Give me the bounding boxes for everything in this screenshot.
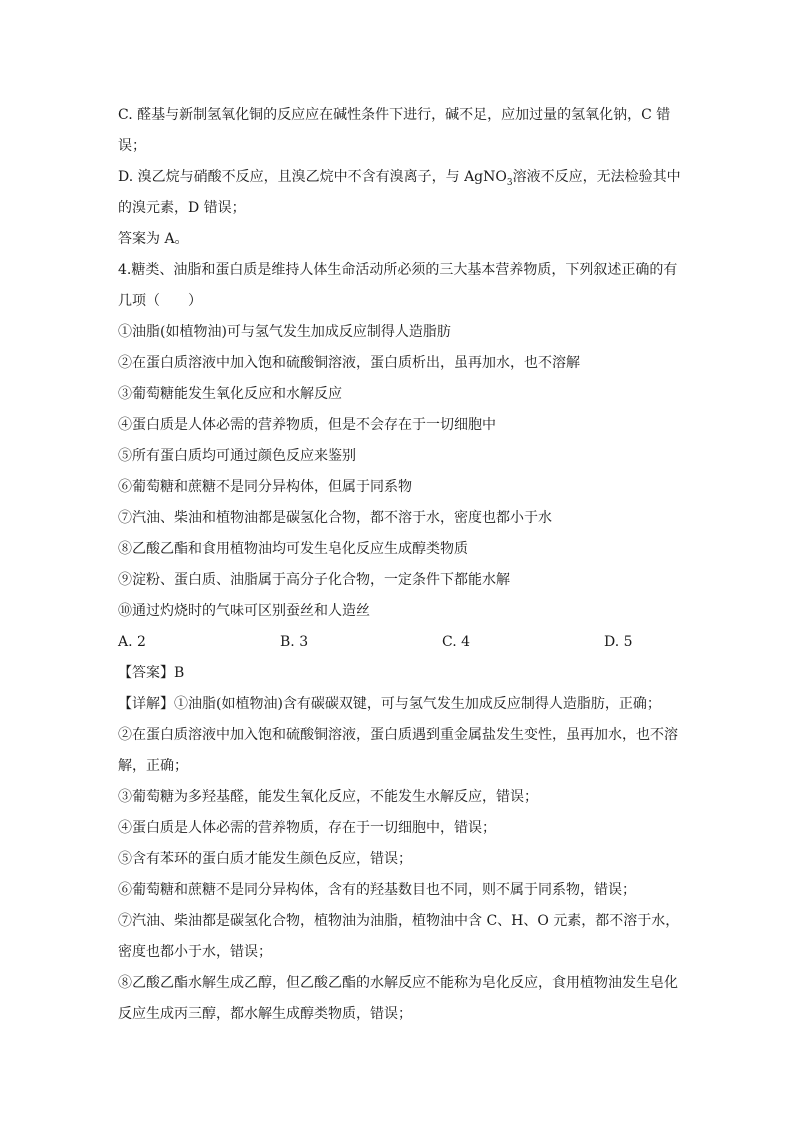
- subscript: 3: [506, 177, 513, 188]
- question-stem: 4.糖类、油脂和蛋白质是维持人体生命活动所必须的三大基本营养物质，下列叙述正确的有: [118, 262, 678, 278]
- explanation-line: ③葡萄糖为多羟基醛，能发生氧化反应，不能发生水解反应，错误；: [118, 789, 538, 805]
- statement-9: ⑨淀粉、蛋白质、油脂属于高分子化合物，一定条件下都能水解: [118, 572, 510, 588]
- statement-7: ⑦汽油、柴油和植物油都是碳氢化合物，都不溶于水，密度也都小于水: [118, 510, 552, 526]
- explanation-line: ⑧乙酸乙酯水解生成乙醇，但乙酸乙酯的水解反应不能称为皂化反应，食用植物油发生皂化: [118, 975, 678, 991]
- explanation-line: ⑤含有苯环的蛋白质才能发生颜色反应，错误；: [118, 851, 412, 867]
- text-segment: D. 溴乙烷与硝酸不反应，且溴乙烷中不含有溴离子，与 AgNO: [118, 169, 507, 185]
- explanation-line: 密度也都小于水，错误；: [118, 944, 272, 960]
- option-a: A. 2: [118, 634, 146, 650]
- statement-4: ④蛋白质是人体必需的营养物质，但是不会存在于一切细胞中: [118, 417, 496, 433]
- explanation-line: 【详解】①油脂(如植物油)含有碳碳双键，可与氢气发生加成反应制得人造脂肪，正确；: [118, 696, 661, 712]
- text-line-agno3: [118, 162, 683, 193]
- statement-6: ⑥葡萄糖和蔗糖不是同分异构体，但属于同系物: [118, 479, 412, 495]
- statement-10: ⑩通过灼烧时的气味可区别蚕丝和人造丝: [118, 603, 370, 619]
- explanation-line: ⑥葡萄糖和蔗糖不是同分异构体，含有的羟基数目也不同，则不属于同系物，错误；: [118, 882, 636, 898]
- statement-8: ⑧乙酸乙酯和食用植物油均可发生皂化反应生成醇类物质: [118, 541, 468, 557]
- statement-2: ②在蛋白质溶液中加入饱和硫酸铜溶液，蛋白质析出，虽再加水，也不溶解: [118, 355, 580, 371]
- option-d: D. 5: [604, 634, 633, 650]
- explanation-line: 解，正确；: [118, 758, 188, 774]
- statement-5: ⑤所有蛋白质均可通过颜色反应来鉴别: [118, 448, 356, 464]
- answer-line: 答案为 A。: [118, 231, 189, 247]
- text-line: 的溴元素，D 错误；: [118, 200, 246, 216]
- option-c: C. 4: [442, 634, 471, 650]
- question-stem: 几项（ ）: [118, 293, 202, 309]
- explanation-line: ⑦汽油、柴油都是碳氢化合物，植物油为油脂，植物油中含 C、H、O 元素，都不溶于水，: [118, 913, 680, 929]
- text-line: 误；: [118, 138, 146, 154]
- document-page: [118, 100, 683, 1030]
- explanation-line: ④蛋白质是人体必需的营养物质，存在于一切细胞中，错误；: [118, 820, 496, 836]
- statement-1: ①油脂(如植物油)可与氢气发生加成反应制得人造脂肪: [118, 324, 451, 340]
- explanation-line: 反应生成丙三醇，都水解生成醇类物质，错误；: [118, 1006, 412, 1022]
- answer-options: [118, 627, 683, 658]
- statement-3: ③葡萄糖能发生氧化反应和水解反应: [118, 386, 342, 402]
- option-b: B. 3: [280, 634, 309, 650]
- text-line: C. 醛基与新制氢氧化铜的反应应在碱性条件下进行，碱不足，应加过量的氢氧化钠，C 错: [118, 107, 671, 123]
- answer-key: 【答案】B: [118, 665, 185, 681]
- explanation-line: ②在蛋白质溶液中加入饱和硫酸铜溶液，蛋白质遇到重金属盐发生变性，虽再加水，也不溶: [118, 727, 678, 743]
- text-segment: 溶液不反应，无法检验其中: [512, 169, 681, 185]
